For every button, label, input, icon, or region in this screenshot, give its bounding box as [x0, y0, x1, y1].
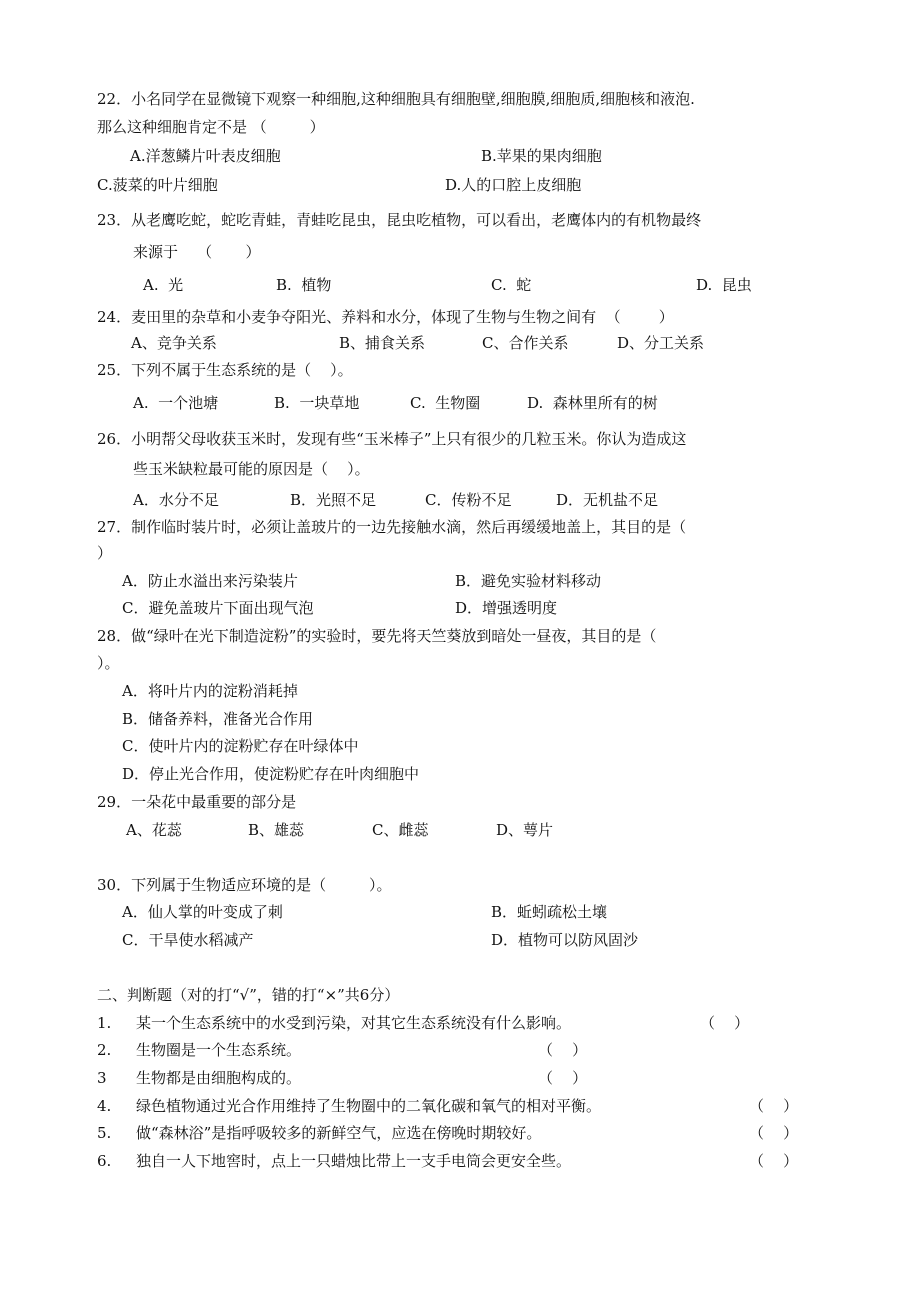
q25-option-a: A. 一个池塘 — [133, 394, 219, 412]
tf-item-paren: （ ） — [538, 1041, 588, 1059]
q23-option-a: A. 光 — [143, 276, 184, 294]
q24-option-a: A、竞争关系 — [131, 334, 217, 352]
q26-option-d: D．无机盐不足 — [556, 491, 659, 509]
tf-item-paren: （ ） — [538, 1069, 588, 1087]
tf-item-paren: （ ） — [749, 1124, 799, 1142]
q28-option-c: C．使叶片内的淀粉贮存在叶绿体中 — [122, 737, 359, 755]
q29-option-c: C、雌蕊 — [372, 821, 429, 839]
q23-stem-line1: 23．从老鹰吃蛇，蛇吃青蛙，青蛙吃昆虫，昆虫吃植物，可以看出，老鹰体内的有机物最终 — [97, 211, 702, 229]
tf-item-text: 生物都是由细胞构成的。 — [136, 1069, 302, 1087]
tf-item-text: 独自一人下地窖时，点上一只蜡烛比带上一支手电筒会更安全些。 — [136, 1152, 572, 1170]
q25-stem: 25．下列不属于生态系统的是（ ）。 — [97, 361, 353, 379]
q26-option-b: B．光照不足 — [290, 491, 377, 509]
q23-option-c: C. 蛇 — [491, 276, 532, 294]
q28-stem-line2: ）。 — [97, 654, 120, 672]
q27-option-b: B．避免实验材料移动 — [455, 572, 602, 590]
q24-stem: 24．麦田里的杂草和小麦争夺阳光、养料和水分，体现了生物与生物之间有 （ ） — [97, 308, 674, 326]
tf-item-number: 5. — [97, 1124, 112, 1142]
q26-option-c: C．传粉不足 — [425, 491, 512, 509]
q22-option-a: A.洋葱鳞片叶表皮细胞 — [130, 147, 281, 165]
q22-option-b: B.苹果的果肉细胞 — [481, 147, 602, 165]
q30-stem: 30．下列属于生物适应环境的是（ ）。 — [97, 876, 392, 894]
q23-option-d: D. 昆虫 — [696, 276, 752, 294]
q27-stem-line2: ） — [97, 544, 113, 562]
q29-option-a: A、花蕊 — [126, 821, 182, 839]
tf-item-paren: （ ） — [749, 1152, 799, 1170]
q30-option-c: C．干旱使水稻减产 — [122, 931, 254, 949]
q27-stem-line1: 27．制作临时装片时，必须让盖玻片的一边先接触水滴，然后再缓缓地盖上，其目的是（ — [97, 518, 687, 536]
tf-item-text: 生物圈是一个生态系统。 — [136, 1041, 302, 1059]
q23-stem-line2: 来源于 （ ） — [133, 243, 261, 261]
q27-option-d: D．增强透明度 — [455, 599, 558, 617]
tf-item-number: 1. — [97, 1014, 112, 1032]
tf-item-text: 绿色植物通过光合作用维持了生物圈中的二氧化碳和氧气的相对平衡。 — [136, 1097, 602, 1115]
q27-option-a: A．防止水溢出来污染装片 — [122, 572, 298, 590]
q22-stem-line2: 那么这种细胞肯定不是 （ ） — [97, 118, 325, 136]
q28-option-a: A．将叶片内的淀粉消耗掉 — [122, 682, 298, 700]
q24-option-b: B、捕食关系 — [339, 334, 426, 352]
tf-item-number: 6. — [97, 1152, 112, 1170]
q26-option-a: A．水分不足 — [133, 491, 219, 509]
q26-stem-line1: 26．小明帮父母收获玉米时，发现有些“玉米棒子”上只有很少的几粒玉米。你认为造成这 — [97, 430, 687, 448]
q30-option-b: B．蚯蚓疏松土壤 — [491, 903, 608, 921]
q22-option-c: C.菠菜的叶片细胞 — [97, 176, 218, 194]
q30-option-a: A．仙人掌的叶变成了刺 — [122, 903, 283, 921]
q25-option-c: C. 生物圈 — [410, 394, 481, 412]
q24-option-d: D、分工关系 — [617, 334, 705, 352]
q30-option-d: D．植物可以防风固沙 — [491, 931, 639, 949]
q23-option-b: B. 植物 — [276, 276, 332, 294]
q29-stem: 29．一朵花中最重要的部分是 — [97, 793, 297, 811]
section2-heading: 二、判断题（对的打“√”，错的打“×”共6分） — [97, 986, 400, 1004]
q29-option-b: B、雄蕊 — [248, 821, 305, 839]
tf-item-number: 4. — [97, 1097, 112, 1115]
q28-option-d: D．停止光合作用，使淀粉贮存在叶肉细胞中 — [122, 765, 420, 783]
tf-item-number: 3 — [97, 1069, 107, 1087]
q27-option-c: C．避免盖玻片下面出现气泡 — [122, 599, 314, 617]
q28-stem-line1: 28．做“绿叶在光下制造淀粉”的实验时，要先将天竺葵放到暗处一昼夜，其目的是（ — [97, 627, 657, 645]
q22-option-d: D.人的口腔上皮细胞 — [445, 176, 582, 194]
tf-item-text: 做“森林浴”是指呼吸较多的新鲜空气，应选在傍晚时期较好。 — [136, 1124, 542, 1142]
q24-option-c: C、合作关系 — [482, 334, 569, 352]
q26-stem-line2: 些玉米缺粒最可能的原因是（ ）。 — [133, 460, 370, 478]
q28-option-b: B．储备养料，准备光合作用 — [122, 710, 314, 728]
tf-item-paren: （ ） — [700, 1014, 750, 1032]
tf-item-paren: （ ） — [749, 1097, 799, 1115]
q25-option-d: D. 森林里所有的树 — [527, 394, 658, 412]
q22-stem-line1: 22．小名同学在显微镜下观察一种细胞,这种细胞具有细胞壁,细胞膜,细胞质,细胞核和液泡. — [97, 90, 695, 108]
tf-item-number: 2. — [97, 1041, 112, 1059]
q25-option-b: B. 一块草地 — [274, 394, 360, 412]
q29-option-d: D、萼片 — [496, 821, 554, 839]
tf-item-text: 某一个生态系统中的水受到污染，对其它生态系统没有什么影响。 — [136, 1014, 572, 1032]
